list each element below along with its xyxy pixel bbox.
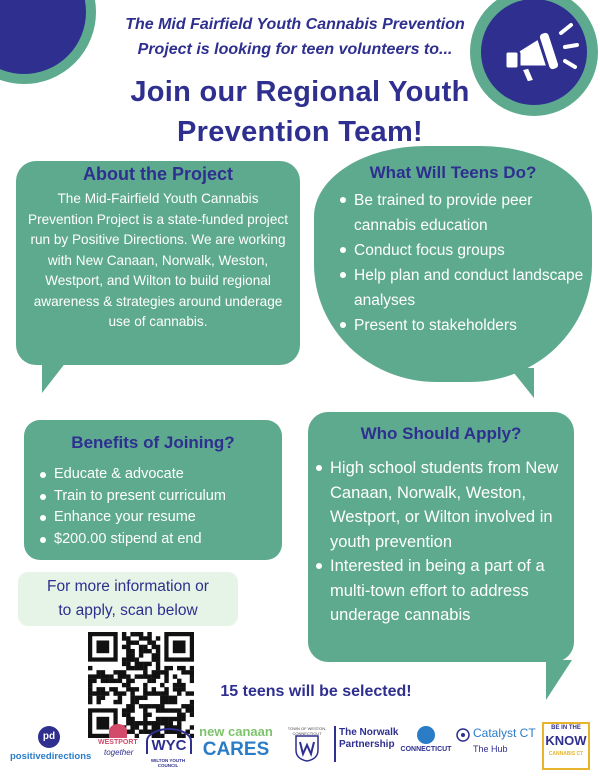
list-item: Train to present curriculum — [38, 486, 278, 508]
logo-text: WESTPORT — [98, 739, 138, 746]
list-item: High school students from New Canaan, Norwalk, Weston, Westport, or Wilton involved in youth prevention — [314, 456, 572, 554]
logo-text: WYC — [151, 737, 187, 754]
about-title: About the Project — [82, 164, 233, 184]
logo-positive-directions — [10, 724, 96, 770]
list-item: Enhance your resume — [38, 507, 278, 529]
intro-text — [60, 12, 530, 62]
connecticut-mark — [417, 726, 435, 744]
logo-text: The Norwalk — [339, 727, 399, 738]
more-info-box — [18, 572, 238, 626]
logo-text: The Hub — [473, 744, 508, 754]
logo-text: CONNECTICUT — [400, 746, 452, 753]
what-bubble-tail — [510, 368, 534, 398]
headline-line-1: Join our Regional Youth — [130, 76, 470, 108]
logo-text: WILTON YOUTH COUNCIL — [150, 758, 186, 768]
pd-mark: pd — [38, 726, 60, 748]
list-item: Be trained to provide peer cannabis education — [338, 188, 588, 238]
logo-westport — [98, 724, 140, 770]
intro-line-1: The Mid Fairfield Youth Cannabis Prevention — [125, 16, 465, 33]
logo-be-in-the-know — [542, 722, 590, 770]
westport-mark — [109, 724, 127, 738]
who-list — [314, 456, 572, 628]
what-list — [338, 188, 588, 338]
logo-catalyst-ct — [456, 726, 540, 770]
list-item: Present to stakeholders — [338, 313, 588, 338]
logo-text: Catalyst CT — [473, 726, 536, 740]
who-bubble — [308, 412, 574, 662]
logo-text: BE IN THE — [551, 725, 581, 731]
what-title: What Will Teens Do? — [369, 163, 537, 182]
benefits-list — [38, 464, 278, 550]
logo-text: new canaan — [199, 724, 273, 739]
logo-text: KNOW — [545, 733, 587, 748]
about-bubble-tail — [42, 357, 70, 393]
norwalk-bar — [334, 726, 336, 762]
more-info-line-1: For more information or — [47, 578, 209, 595]
logo-new-canaan-cares — [198, 724, 274, 770]
benefits-box — [24, 420, 282, 560]
logo-text: CARES — [202, 739, 270, 760]
more-info-line-2: to apply, scan below — [58, 602, 198, 619]
headline — [30, 72, 570, 152]
who-bubble-tail — [546, 660, 572, 700]
selected-note: 15 teens will be selected! — [220, 683, 412, 700]
logo-text: together — [104, 748, 134, 757]
list-item: Educate & advocate — [38, 464, 278, 486]
list-item: Help plan and conduct landscape analyses — [338, 263, 588, 313]
logo-text: CANNABIS CT — [548, 751, 584, 757]
weston-seal-icon — [294, 734, 320, 762]
logo-wilton-youth-council — [142, 722, 194, 770]
catalyst-icon — [456, 728, 470, 742]
list-item: Conduct focus groups — [338, 238, 588, 263]
logo-text: TOWN OF WESTON, CONNECTICUT — [287, 726, 327, 736]
logo-connecticut — [398, 726, 454, 770]
headline-line-2: Prevention Team! — [177, 116, 423, 148]
benefits-title: Benefits of Joining? — [71, 433, 235, 452]
list-item: Interested in being a part of a multi-town effort to address underage cannabis — [314, 554, 572, 628]
about-body: The Mid-Fairfield Youth Cannabis Prevention Project is a state-funded project run by Positive Directions. We are working with New Canaan, Norwalk, Weston, Westport, and Wilton to build regional awareness & strategies around underage use of cannabis. — [28, 191, 288, 329]
logo-text: positivedirections — [10, 751, 92, 762]
list-item: $200.00 stipend at end — [38, 529, 278, 551]
logo-text: Partnership — [339, 739, 395, 750]
intro-line-2: Project is looking for teen volunteers to... — [137, 41, 453, 58]
who-title: Who Should Apply? — [360, 424, 522, 443]
logo-town-of-weston — [282, 726, 332, 772]
what-bubble — [314, 146, 592, 382]
about-bubble — [16, 161, 300, 365]
logo-norwalk-partnership — [334, 726, 400, 770]
